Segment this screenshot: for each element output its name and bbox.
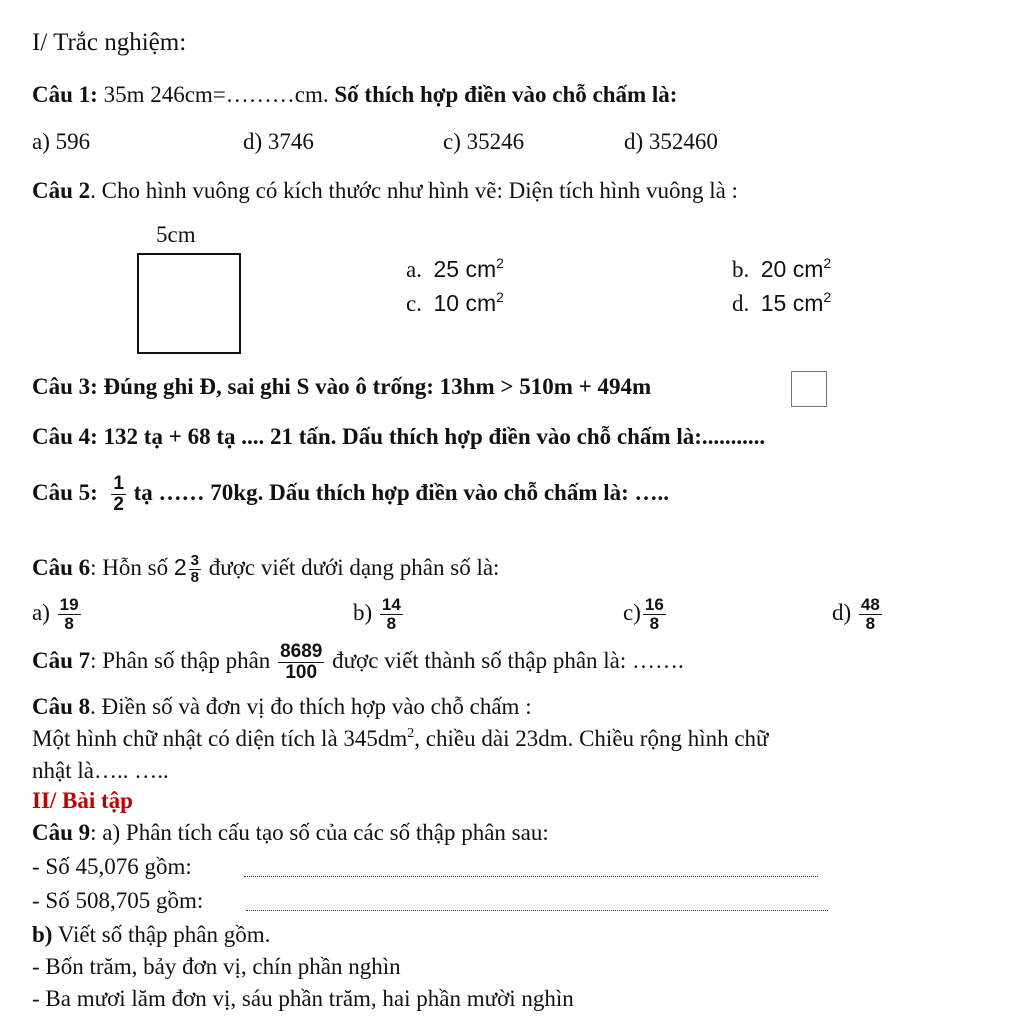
question-7-label: Câu 7 (32, 648, 91, 673)
question-9-b-text: Viết số thập phân gồm. (52, 922, 271, 947)
option-fraction (58, 596, 81, 633)
question-6-text-a: : Hỗn số (90, 555, 174, 580)
question-6 (32, 544, 499, 591)
fraction-denominator: 8 (386, 614, 397, 634)
fraction-denominator: 8 (865, 614, 876, 634)
fraction-numerator: 16 (644, 595, 664, 615)
option-letter: a. (406, 257, 422, 282)
question-9-b-item-2: - Ba mươi lăm đơn vị, sáu phần trăm, hai phần mười nghìn (32, 986, 574, 1011)
option-exponent: 2 (496, 289, 504, 305)
fraction-denominator: 8 (64, 614, 74, 634)
option-letter: c. (406, 291, 422, 316)
question-6-option-b (353, 590, 405, 636)
mixed-number-fraction (189, 553, 201, 586)
question-6-text-b: được viết dưới dạng phân số là: (203, 555, 500, 580)
question-9-text: : a) Phân tích cấu tạo số của các số thập phân sau: (90, 820, 549, 845)
question-9-b-label: b) (32, 922, 53, 947)
option-exponent: 2 (823, 289, 832, 305)
option-letter: c) (623, 600, 641, 625)
question-4: Câu 4: 132 tạ + 68 tạ .... 21 tấn. Dấu thích hợp điền vào chỗ chấm là:........... (32, 424, 766, 449)
question-9-label: Câu 9 (32, 820, 91, 845)
decimal-fraction (278, 642, 324, 683)
section-1-title: I/ Trắc nghiệm: (32, 29, 187, 56)
option-letter: d. (732, 291, 750, 316)
question-2-option-d (732, 288, 831, 319)
question-8-line-2 (32, 724, 769, 754)
fraction-denominator: 8 (190, 569, 199, 587)
question-7-text-a: : Phân số thập phân (90, 648, 277, 673)
fraction-one-half (111, 474, 126, 515)
square-side-label: 5cm (156, 222, 196, 247)
option-exponent: 2 (823, 255, 832, 271)
option-letter: b. (732, 257, 750, 282)
question-6-option-c (623, 590, 668, 636)
question-1-option-a: a) 596 (32, 129, 91, 154)
question-3: Câu 3: Đúng ghi Đ, sai ghi S vào ô trống: 13hm > 510m + 494m (32, 374, 652, 399)
section-2-title: II/ Bài tập (32, 788, 133, 813)
answer-line-1[interactable] (244, 876, 818, 877)
question-7 (32, 638, 684, 684)
fraction-numerator: 19 (59, 595, 79, 615)
question-1-option-b: d) 3746 (243, 129, 314, 154)
answer-box[interactable] (791, 371, 827, 407)
question-1-option-d: d) 352460 (624, 129, 718, 154)
mixed-number-whole: 2 (173, 554, 187, 580)
question-5 (32, 470, 669, 516)
option-value: 10 cm (433, 290, 497, 316)
question-1 (32, 80, 677, 110)
question-8-line-2-b: , chiều dài 23dm. Chiều rộng hình chữ (414, 726, 769, 751)
question-6-option-a (32, 590, 83, 636)
question-5-rest: tạ …… 70kg. Dấu thích hợp điền vào chỗ chấm là: ….. (133, 480, 670, 505)
question-2-label: Câu 2 (32, 178, 91, 203)
question-6-option-d (832, 590, 884, 636)
square-figure (137, 253, 241, 354)
answer-line-2[interactable] (246, 910, 828, 911)
option-letter: a) (32, 600, 50, 625)
question-9-item-1: - Số 45,076 gồm: (32, 854, 192, 879)
question-2-option-a (406, 254, 504, 285)
question-9 (32, 818, 549, 848)
fraction-numerator: 8689 (280, 641, 323, 663)
question-8 (32, 692, 532, 722)
fraction-numerator: 3 (190, 552, 199, 570)
option-fraction (643, 596, 666, 633)
fraction-numerator: 14 (381, 595, 401, 615)
question-2-option-c (406, 288, 504, 319)
option-value: 20 cm (760, 256, 824, 282)
question-8-text: . Điền số và đơn vị đo thích hợp vào chỗ chấm : (90, 694, 532, 719)
fraction-denominator: 100 (285, 662, 318, 684)
question-1-expression: 35m 246cm=………cm. (103, 82, 329, 107)
question-1-label: Câu 1: (32, 82, 98, 107)
fraction-numerator: 48 (860, 595, 880, 615)
area-exponent: 2 (407, 726, 415, 741)
question-2-option-b (732, 254, 831, 285)
question-8-label: Câu 8 (32, 694, 91, 719)
question-6-label: Câu 6 (32, 555, 91, 580)
option-exponent: 2 (496, 255, 504, 271)
question-1-option-c: c) 35246 (443, 129, 525, 154)
question-8-line-2-a: Một hình chữ nhật có diện tích là 345dm (32, 726, 408, 751)
question-8-line-3: nhật là….. ….. (32, 758, 169, 783)
question-1-prompt: Số thích hợp điền vào chỗ chấm là: (334, 82, 678, 107)
question-9-b-item-1: - Bốn trăm, bảy đơn vị, chín phần nghìn (32, 954, 401, 979)
question-5-label: Câu 5: (32, 480, 98, 505)
question-9-part-b (32, 920, 270, 950)
option-fraction (859, 596, 882, 633)
option-value: 25 cm (433, 256, 497, 282)
fraction-denominator: 8 (649, 614, 660, 634)
option-value: 15 cm (760, 290, 824, 316)
question-7-text-b: được viết thành số thập phân là: ……. (326, 648, 684, 673)
question-9-item-2: - Số 508,705 gồm: (32, 888, 204, 913)
option-letter: b) (353, 600, 373, 625)
question-2 (32, 176, 738, 206)
option-letter: d) (832, 600, 852, 625)
fraction-denominator: 2 (113, 494, 124, 516)
question-2-text: . Cho hình vuông có kích thước như hình vẽ: Diện tích hình vuông là : (90, 178, 738, 203)
option-fraction (380, 596, 403, 633)
fraction-numerator: 1 (113, 473, 124, 495)
